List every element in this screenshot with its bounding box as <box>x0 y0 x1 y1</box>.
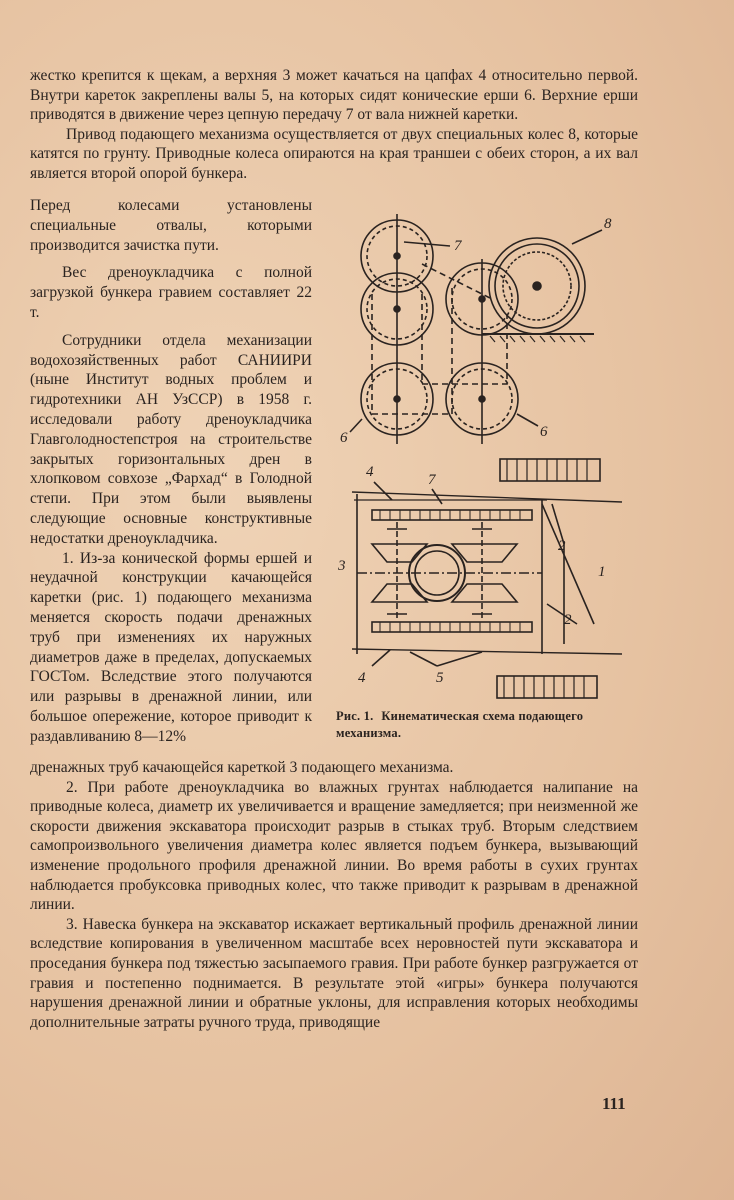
figure-label-2-bottom: 2 <box>564 612 572 628</box>
figure-label-3: 3 <box>338 558 346 574</box>
figure-label-6-right: 6 <box>540 424 548 440</box>
caption-text: Кинематическая схема подающего механизма. <box>336 709 584 740</box>
lower-paragraph-3: 3. Навеска бункера на экскаватор искажает вертикальный профиль дренажной линии вследствие копирования в увеличенном масштабе всех неровностей пути экскаватора и проседания бункера под тяжестью засыпаемого гравия. При работе бункер разгружается от гравия и постепенно поднимается. В результате этой «игры» бункера получаются нарушения дренажной линии и обратные уклоны, для исправления которых необходимы дополнительные затраты ручного труда, приводящие <box>30 915 638 1031</box>
lower-continuation: дренажных труб качающейся кареткой 3 подающего механизма. <box>30 759 454 776</box>
figure-label-6-left: 6 <box>340 430 348 446</box>
intro-block <box>30 66 638 184</box>
left-column <box>30 196 312 747</box>
upper-rack <box>500 459 600 481</box>
figure-label-8: 8 <box>604 216 612 232</box>
figure-label-7-bottom: 7 <box>428 472 436 488</box>
figure-label-4-bottom: 4 <box>358 670 366 686</box>
lower-rack <box>497 676 597 698</box>
figure-label-2-top: 2 <box>558 538 566 554</box>
figure-caption <box>336 708 636 742</box>
figure-label-1: 1 <box>598 564 606 580</box>
figure-label-5: 5 <box>436 670 444 686</box>
caption-label: Рис. 1. <box>336 709 374 723</box>
page-number: 111 <box>602 1094 626 1113</box>
figure-label-7-top: 7 <box>454 238 462 254</box>
column-paragraph-4: 1. Из-за конической формы ершей и неудачной конструкции качающейся каретки (рис. 1) подающего механизма меняется скорость подачи дренажных труб при изменениях их наружных диаметров даже в пределах, допускаемых ГОСТом. Вследствие этого получаются или разрывы в дренажной линии, или большое опережение, которое приводит к раздавливанию 8—12% <box>30 549 312 745</box>
column-paragraph-1: Перед колесами установлены специальные отвалы, которыми производится зачистка пути. <box>30 197 312 254</box>
chain-drive <box>372 284 452 414</box>
column-paragraph-2: Вес дреноукладчика с полной загрузкой бункера гравием составляет 22 т. <box>30 264 312 321</box>
figure-label-4-top: 4 <box>366 464 374 480</box>
kinematic-diagram <box>332 204 632 704</box>
column-paragraph-3: Сотрудники отдела механизации водохозяйственных работ САНИИРИ (ныне Институт водных проблем и гидротехники АН УзССР) в 1958 г. исследовали работу дреноукладчика Главголодностепстроя на строительстве закрытых горизонтальных дрен в хлопковом совхозе „Фархад“ в Голодной степи. При этом были выявлены следующие основные конструктивные недостатки дреноукладчика. <box>30 331 312 547</box>
lower-block <box>30 758 638 1032</box>
lower-paragraph-2: 2. При работе дреноукладчика во влажных грунтах наблюдается налипание на приводные колеса, диаметр их увеличивается и вращение замедляется; при неизменной же скорости движения экскаватора происходит разрыв в стыках труб. Вторым следствием самопроизвольного увеличения диаметра колес является подъем бункера, вызывающий изменение продольного профиля дренажной линии. Во время работы в сухих грунтах наблюдается пробуксовка приводных колес, что также приводит к разрывам в дренажной линии. <box>30 778 638 914</box>
intro-paragraph-1: жестко крепится к щекам, а верхняя 3 может качаться на цапфах 4 относительно первой. Внутри кареток закреплены валы 5, на которых сидят конические ерши 6. Верхние ерши приводятся в движение через цепную передачу 7 от вала нижней каретки. <box>30 67 638 124</box>
intro-paragraph-2: Привод подающего механизма осуществляется от двух специальных колес 8, которые катятся по грунту. Приводные колеса опираются на края траншеи с обеих сторон, а их вал является второй опорой бункера. <box>30 125 638 182</box>
